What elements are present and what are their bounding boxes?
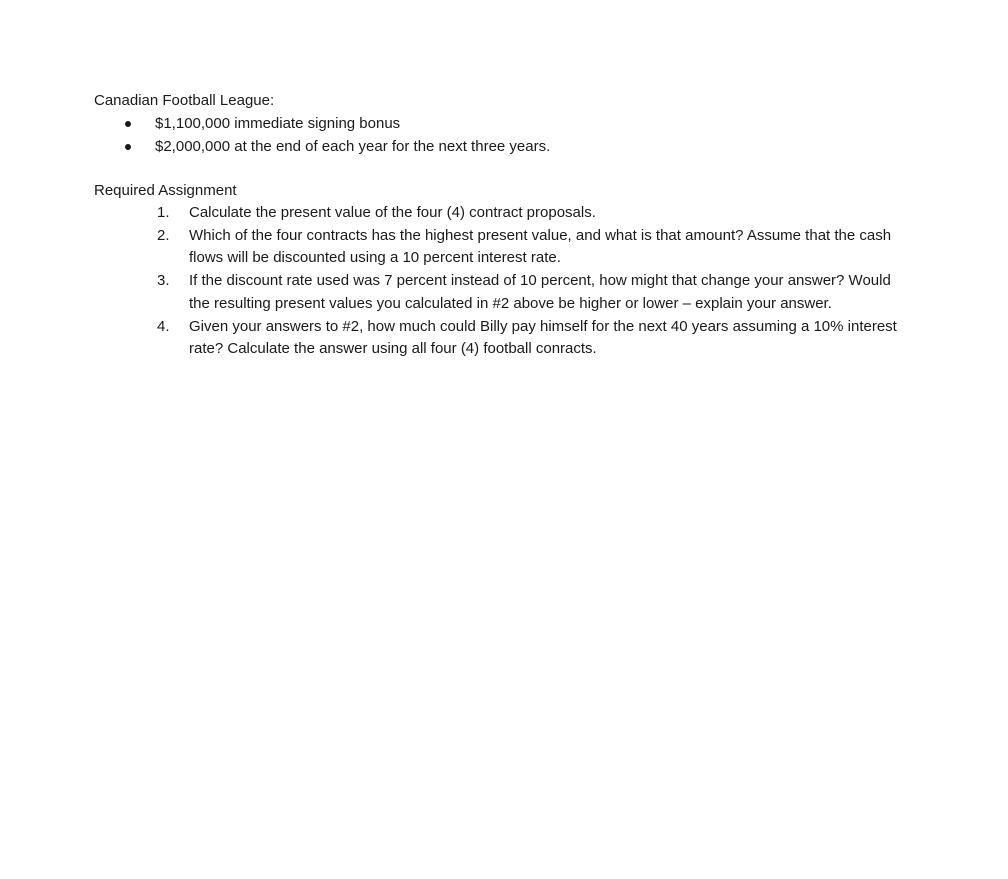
- item-text: If the discount rate used was 7 percent instead of 10 percent, how might that change your answer? Would the resulting present values you calculated in #2 above be higher or lower – explain your answer.: [189, 272, 891, 312]
- league-heading: Canadian Football League:: [94, 92, 275, 109]
- list-item: [94, 270, 974, 315]
- document-body: [94, 90, 974, 361]
- list-item: [94, 202, 974, 225]
- bullet-text: $2,000,000 at the end of each year for the next three years.: [155, 138, 551, 155]
- league-terms-list: [94, 112, 974, 158]
- item-text: Given your answers to #2, how much could Billy pay himself for the next 40 years assuming a 10% interest rate? Calculate the answer using all four (4) football conracts.: [189, 317, 897, 358]
- bullet-text: $1,100,000 immediate signing bonus: [155, 115, 401, 132]
- bullet-icon: [125, 144, 131, 150]
- item-number: 2.: [157, 226, 170, 244]
- item-number: 1.: [157, 204, 170, 221]
- list-item: [94, 112, 974, 135]
- assignment-heading: Required Assignment: [94, 182, 237, 199]
- item-text: Calculate the present value of the four (4) contract proposals.: [189, 204, 596, 221]
- list-item: [94, 316, 974, 361]
- bullet-icon: [125, 121, 131, 127]
- item-number: 3.: [157, 272, 170, 290]
- item-number: 4.: [157, 317, 170, 335]
- assignment-list: [94, 202, 974, 361]
- list-item: [94, 135, 974, 158]
- list-item: [94, 225, 974, 270]
- item-text: Which of the four contracts has the highest present value, and what is that amount? Assume that the cash flows will be discounted using a 10 percent interest rate.: [189, 226, 892, 267]
- spacer: [94, 158, 974, 180]
